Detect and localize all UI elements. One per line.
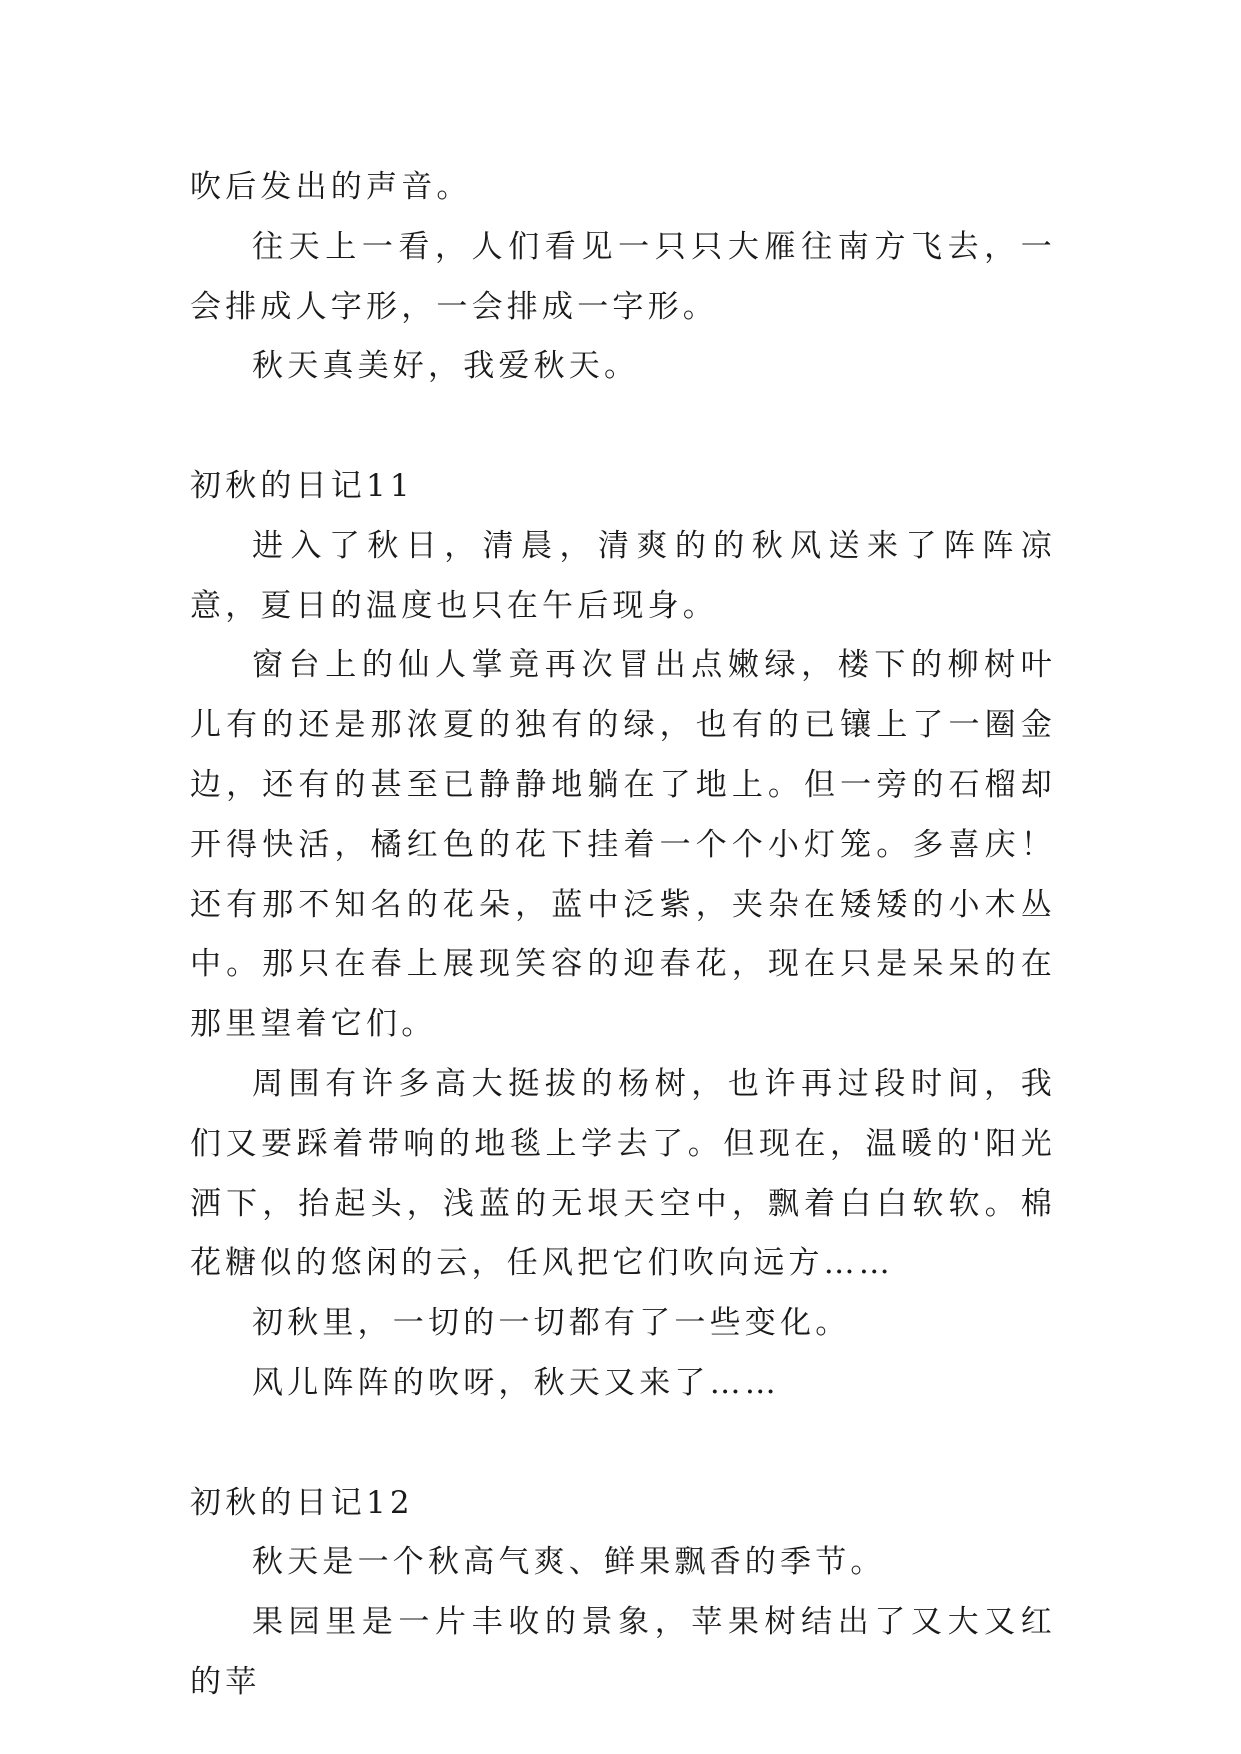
paragraph: 吹后发出的声音。	[190, 169, 472, 205]
paragraph: 果园里是一片丰收的景象，苹果树结出了又大又红的苹	[190, 1604, 1056, 1700]
section-gap	[190, 397, 1056, 457]
paragraph: 周围有许多高大挺拔的杨树，也许再过段时间，我们又要踩着带响的地毯上学去了。但现在，温暖的'阳光洒下，抬起头，浅蓝的无垠天空中，飘着白白软软。棉花糖似的悠闲的云，任风把它们吹向远方……	[190, 1065, 1056, 1282]
section-heading: 初秋的日记11	[190, 467, 414, 504]
section-gap	[190, 1414, 1056, 1474]
paragraph: 窗台上的仙人掌竟再次冒出点嫩绿，楼下的柳树叶儿有的还是那浓夏的独有的绿，也有的已镶上了一圈金边，还有的甚至已静静地躺在了地上。但一旁的石榴却开得快活，橘红色的花下挂着一个个小灯笼。多喜庆！还有那不知名的花朵，蓝中泛紫，夹杂在矮矮的小木丛中。那只在春上展现笑容的迎春花，现在只是呆呆的在那里望着它们。	[190, 647, 1056, 1043]
paragraph: 往天上一看，人们看见一只只大雁往南方飞去，一会排成人字形，一会排成一字形。	[190, 228, 1056, 325]
paragraph: 进入了秋日，清晨，清爽的的秋风送来了阵阵凉意，夏日的温度也只在午后现身。	[190, 527, 1056, 624]
section-heading: 初秋的日记12	[190, 1484, 414, 1521]
document-body	[190, 158, 1056, 1713]
paragraph: 秋天真美好，我爱秋天。	[252, 348, 640, 385]
paragraph: 初秋里，一切的一切都有了一些变化。	[252, 1305, 851, 1342]
paragraph: 风儿阵阵的吹呀，秋天又来了……	[252, 1364, 780, 1401]
paragraph: 秋天是一个秋高气爽、鲜果飘香的季节。	[252, 1544, 886, 1581]
